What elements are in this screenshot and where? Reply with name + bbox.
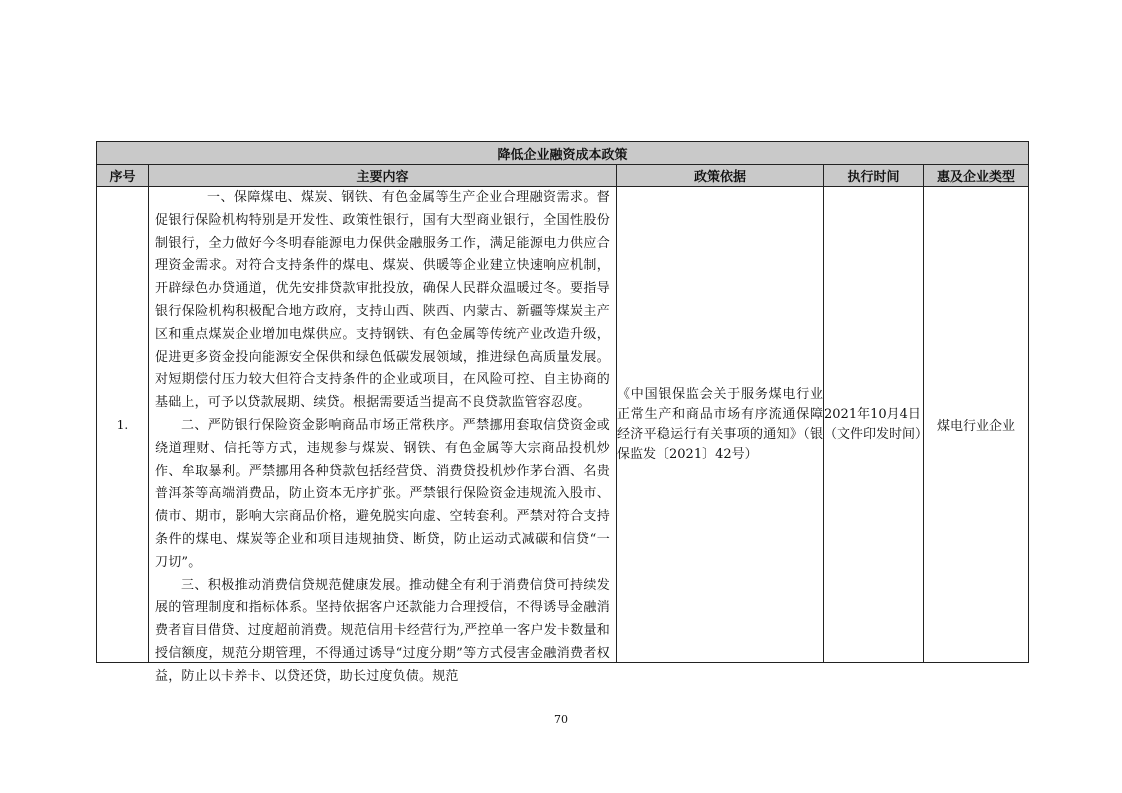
row-content [149,187,617,684]
page-number: 70 [554,713,568,726]
row-time: 2021年10月4日（文件印发时间） [824,187,924,663]
header-basis: 政策依据 [617,165,824,187]
row-seq: 1. [97,187,149,663]
content-paragraph-2: 二、严防银行保险资金影响商品市场正常秩序。严禁挪用套取信贷资金或绕道理财、信托等方式，违规参与煤炭、钢铁、有色金属等大宗商品投机炒作、牟取暴利。严禁挪用各种贷款包括经营贷、消费贷投机炒作茅台酒、名贵普洱茶等高端消费品，防止资本无序扩张。严禁银行保险资金违规流入股市、债市、期市，影响大宗商品价格，避免脱实向虚、空转套利。严禁对符合支持条件的煤电、煤炭等企业和项目违规抽贷、断贷，防止运动式减碳和信贷“一刀切”。 [155,417,610,570]
policy-table [96,141,1029,684]
header-type: 惠及企业类型 [924,165,1029,187]
header-seq: 序号 [97,165,149,187]
row-basis: 《中国银保监会关于服务煤电行业正常生产和商品市场有序流通保障经济平稳运行有关事项的通知》（银保监发〔2021〕42号） [617,187,824,663]
table-row [97,187,1029,663]
content-paragraph-1: 一、保障煤电、煤炭、钢铁、有色金属等生产企业合理融资需求。督促银行保险机构特别是开发性、政策性银行，国有大型商业银行，全国性股份制银行，全力做好今冬明春能源电力保供金融服务工作，满足能源电力供应合理资金需求。对符合支持条件的煤电、煤炭、供暖等企业建立快速响应机制，开辟绿色办贷通道，优先安排贷款审批投放，确保人民群众温暖过冬。要指导银行保险机构积极配合地方政府，支持山西、陕西、内蒙古、新疆等煤炭主产区和重点煤炭企业增加电煤供应。支持钢铁、有色金属等传统产业改造升级，促进更多资金投向能源安全保供和绿色低碳发展领域，推进绿色高质量发展。对短期偿付压力较大但符合支持条件的企业或项目，在风险可控、自主协商的基础上，可予以贷款展期、续贷。根据需要适当提高不良贷款监管容忍度。 [155,190,610,411]
content-paragraph-3: 三、积极推动消费信贷规范健康发展。推动健全有利于消费信贷可持续发展的管理制度和指标体系。坚持依据客户还款能力合理授信，不得诱导金融消费者盲目借贷、过度超前消费。规范信用卡经营行为,严控单一客户发卡数量和授信额度，规范分期管理，不得通过诱导“过度分期”等方式侵害金融消费者权益，防止以卡养卡、以贷还贷，助长过度负债。规范 [155,577,610,684]
header-time: 执行时间 [824,165,924,187]
header-content: 主要内容 [149,165,617,187]
row-type: 煤电行业企业 [924,187,1029,663]
table-title: 降低企业融资成本政策 [97,142,1029,165]
